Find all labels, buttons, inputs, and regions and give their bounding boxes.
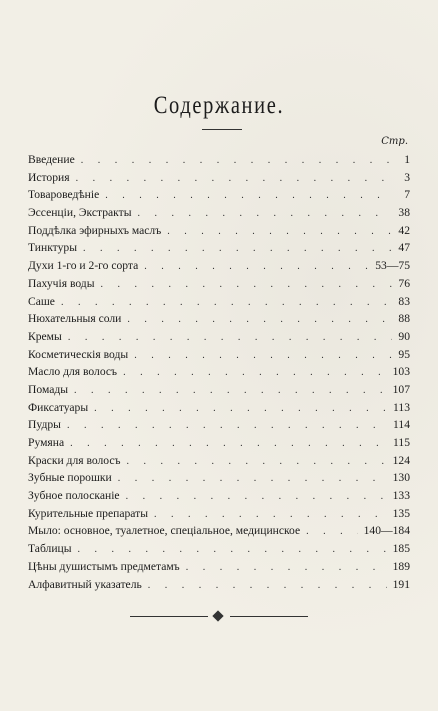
- toc-entry: [28, 542, 410, 560]
- dot-leader: [144, 261, 369, 272]
- toc-entry-page: 103: [392, 365, 410, 379]
- dot-leader: [67, 420, 387, 431]
- toc-entry: [28, 188, 410, 206]
- toc-entry-title: Духи 1-го и 2-го сорта: [28, 259, 139, 273]
- dot-leader: [61, 297, 392, 308]
- toc-entry-page: 90: [398, 329, 410, 343]
- toc-entry-page: 135: [392, 506, 410, 520]
- toc-entry-title: Эссенціи, Экстракты: [28, 206, 132, 220]
- toc-entry-title: Поддѣлка эфирныхъ маслъ: [28, 223, 162, 237]
- toc-entry: [28, 418, 410, 436]
- toc-entry: [28, 454, 410, 472]
- toc-entry-title: Курительные препараты: [28, 506, 148, 520]
- toc-entry-page: 42: [398, 223, 410, 237]
- page-column-label: Стр.: [381, 136, 408, 147]
- toc-entry-page: 83: [398, 294, 410, 308]
- toc-entry: [28, 489, 410, 507]
- dot-leader: [126, 491, 387, 502]
- toc-entry-title: Алфавитный указатель: [28, 577, 142, 591]
- dot-leader: [70, 438, 387, 449]
- toc-entry-title: Помады: [28, 382, 69, 396]
- toc-entry-page: 38: [398, 206, 410, 220]
- toc-entry: [28, 171, 410, 189]
- toc-entry-title: Зубное полосканіе: [28, 489, 120, 503]
- toc-entry-title: Цѣны душистымъ предметамъ: [28, 559, 180, 573]
- toc-entry-page: 114: [393, 418, 410, 432]
- toc-entry: [28, 524, 410, 542]
- toc-entry: [28, 348, 410, 366]
- toc-entry-title: Саше: [28, 294, 55, 308]
- toc-entry-title: Зубные порошки: [28, 471, 112, 485]
- toc-entry: [28, 436, 410, 454]
- toc-entry-title: Фиксатуары: [28, 400, 89, 414]
- dot-leader: [76, 173, 392, 184]
- toc-entry-page: 115: [393, 436, 410, 449]
- toc-entry-title: Таблицы: [28, 542, 72, 556]
- toc-entry-page: 113: [393, 400, 410, 414]
- toc-entry-title: Нюхательныя соли: [28, 312, 122, 326]
- toc-entry-page: 7: [404, 188, 410, 202]
- dot-leader: [154, 509, 387, 520]
- dot-leader: [68, 332, 392, 343]
- toc-entry: [28, 578, 410, 596]
- toc-entry: [28, 330, 410, 348]
- dot-leader: [101, 279, 393, 290]
- toc-entry: [28, 312, 410, 330]
- toc-entry: [28, 560, 410, 578]
- dot-leader: [118, 473, 387, 484]
- toc-entry-page: 88: [398, 312, 410, 326]
- dot-leader: [306, 526, 357, 537]
- toc-entry-page: 130: [392, 471, 410, 485]
- toc-entry-title: Краски для волосъ: [28, 453, 121, 467]
- toc-entry-title: История: [28, 170, 70, 184]
- dot-leader: [74, 385, 387, 396]
- toc-entry-title: Румяна: [28, 436, 65, 449]
- dot-leader: [138, 208, 393, 219]
- toc-entry-page: 107: [392, 382, 410, 396]
- toc-entry-page: 189: [392, 559, 410, 573]
- toc-entry: [28, 295, 410, 313]
- toc-entry: [28, 241, 410, 259]
- toc-entry: [28, 471, 410, 489]
- toc-entry-page: 95: [398, 347, 410, 361]
- toc-entry-page: 140—184: [363, 524, 410, 538]
- toc-entry-title: Тинктуры: [28, 241, 77, 255]
- toc-entry: [28, 401, 410, 419]
- toc-entry-page: 185: [392, 542, 410, 556]
- toc-entry-page: 133: [392, 489, 410, 503]
- toc-entry: [28, 259, 410, 277]
- toc-entry-title: Косметическія воды: [28, 347, 129, 361]
- dot-leader: [94, 403, 387, 414]
- toc-entry-page: 3: [404, 170, 410, 184]
- toc-entry-page: 191: [392, 577, 410, 591]
- toc-entry-title: Товароведѣніе: [28, 188, 100, 202]
- dot-leader: [83, 243, 392, 254]
- toc-entry-page: 124: [392, 453, 410, 467]
- dot-leader: [167, 226, 392, 237]
- title-divider: [202, 129, 242, 130]
- dot-leader: [127, 456, 387, 467]
- toc-entry: [28, 224, 410, 242]
- toc-entry-title: Пахучія воды: [28, 276, 95, 290]
- toc-entry-page: 76: [398, 276, 410, 290]
- toc-entry-title: Введение: [28, 153, 75, 166]
- dot-leader: [134, 350, 392, 361]
- toc-entry-title: Мыло: основное, туалетное, спеціальное, медицинское: [28, 524, 301, 538]
- dot-leader: [148, 580, 387, 591]
- page-title: Содержание.: [153, 92, 285, 119]
- toc-entry: [28, 507, 410, 525]
- diamond-icon: [212, 610, 223, 621]
- toc-entry-page: 53—75: [375, 259, 410, 273]
- toc-entry: [28, 206, 410, 224]
- toc-entry: [28, 383, 410, 401]
- dot-leader: [186, 562, 387, 573]
- toc-entry-page: 1: [404, 153, 410, 166]
- dot-leader: [78, 544, 387, 555]
- toc-entry: [28, 277, 410, 295]
- ornamental-divider: [130, 612, 308, 622]
- toc-entry-page: 47: [398, 241, 410, 255]
- toc-entry-title: Кремы: [28, 329, 62, 343]
- dot-leader: [105, 190, 392, 201]
- toc-entry: [28, 365, 410, 383]
- table-of-contents: [28, 153, 410, 595]
- toc-entry-title: Пудры: [28, 418, 61, 432]
- toc-entry-title: Масло для волосъ: [28, 365, 118, 379]
- dot-leader: [127, 314, 392, 325]
- dot-leader: [123, 367, 387, 378]
- toc-entry: [28, 153, 410, 171]
- dot-leader: [81, 155, 392, 166]
